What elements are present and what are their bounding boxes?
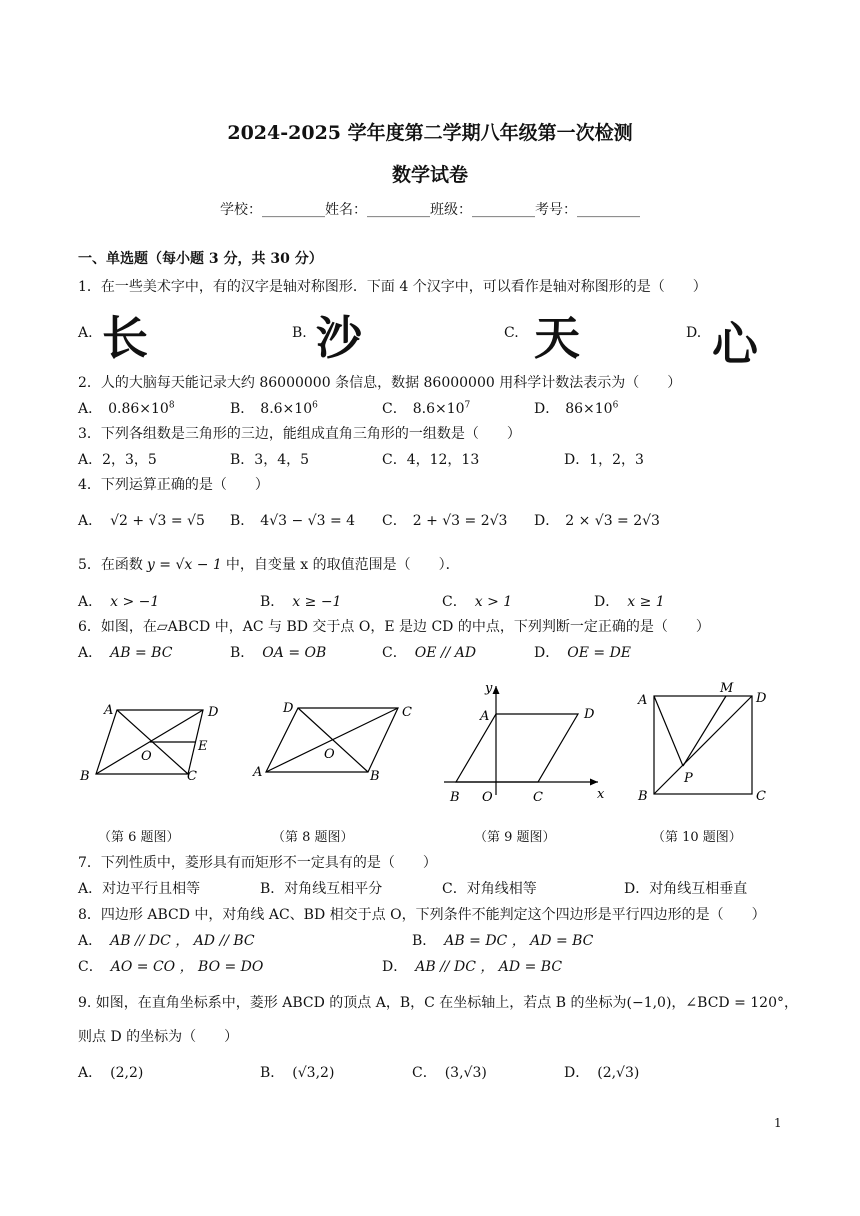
q8-option-d: D． AB // DC ， AD = BC [382, 959, 563, 975]
figure-9 [444, 686, 598, 795]
page-number: 1 [774, 1116, 782, 1130]
q6-option-a: A． AB = BC [78, 645, 173, 661]
q2-option-b: B． $8.6\times 10^6$ [230, 400, 318, 417]
q7-option-b: B．对角线互相平分 [260, 881, 383, 897]
question-4-stem: 4．下列运算正确的是（ ） [78, 477, 269, 493]
question-5-stem: 5．在函数 y = √x − 1 中，自变量 x 的取值范围是（ ）． [78, 557, 460, 573]
question-3-stem: 3．下列各组数是三角形的三边，能组成直角三角形的一组数是（ ） [78, 426, 521, 442]
fig9-label-o: O [482, 790, 493, 805]
fig10-segment-ap [654, 696, 683, 766]
q8-option-b: B． AB = DC ， AD = BC [412, 933, 594, 949]
fig9-label-c: C [533, 790, 543, 805]
q3-option-d: D．1，2，3 [564, 452, 644, 468]
q5-option-a: A． x > −1 [78, 594, 160, 610]
fig10-diagonal-bd [654, 696, 752, 794]
q1-option-a-label: A. [78, 325, 93, 341]
q3-option-a: A．2，3，5 [78, 452, 157, 468]
fig9-caption: （第 9 题图） [474, 830, 556, 845]
section-heading: 一、单选题（每小题 3 分，共 30 分） [78, 251, 323, 267]
q7-option-d: D．对角线互相垂直 [624, 881, 748, 897]
question-6-stem: 6．如图，在▱ABCD 中，AC 与 BD 交于点 O，E 是边 CD 的中点，下列判断一定正确的是（ ） [78, 619, 710, 635]
question-9-stem-line2: 则点 D 的坐标为（ ） [78, 1029, 239, 1045]
fig8-label-d: D [283, 701, 294, 716]
fig6-label-a: A [104, 703, 114, 718]
fig6-label-d: D [208, 705, 219, 720]
fig8-label-a: A [253, 765, 263, 780]
fig9-label-y: y [485, 681, 493, 696]
q4-option-c: C． 2 + √3 = 2√3 [382, 513, 508, 529]
q4-option-d: D． 2 × √3 = 2√3 [534, 513, 660, 529]
fig9-label-x: x [597, 787, 605, 802]
question-9-stem-line1: 9. 如图，在直角坐标系中，菱形 ABCD 的顶点 A，B，C 在坐标轴上，若点 B 的坐标为(−1,0)，∠BCD = 120°， [78, 995, 798, 1011]
fig6-caption: （第 6 题图） [98, 830, 180, 845]
q1-option-b-char: 沙 [316, 311, 362, 365]
q9-option-d: D． (2,√3) [564, 1065, 640, 1081]
fig10-label-a: A [638, 693, 648, 708]
q6-option-c: C． OE // AD [382, 645, 477, 661]
fig8-label-c: C [402, 705, 412, 720]
q1-option-b-label: B. [292, 325, 307, 341]
fig10-label-p: P [684, 771, 693, 786]
fig10-label-b: B [638, 789, 648, 804]
fig9-rhombus [456, 714, 578, 782]
figure-6 [96, 710, 203, 774]
q1-option-a-char: 长 [102, 311, 148, 365]
fig8-diagonal-ca [266, 708, 398, 772]
question-8-stem: 8．四边形 ABCD 中，对角线 AC、BD 相交于点 O，下列条件不能判定这个四边形是平行四边形的是（ ） [78, 907, 766, 923]
fig9-label-b: B [450, 790, 460, 805]
q3-option-b: B．3，4，5 [230, 452, 310, 468]
fig10-caption: （第 10 题图） [652, 830, 742, 845]
figure-8 [266, 708, 398, 772]
q8-option-c: C． AO = CO ， BO = DO [78, 959, 264, 975]
q7-option-a: A．对边平行且相等 [78, 881, 201, 897]
fig6-label-o: O [141, 749, 152, 764]
fig8-label-o: O [324, 747, 335, 762]
q5-option-d: D． x ≥ 1 [594, 594, 665, 610]
q6-option-b: B． OA = OB [230, 645, 327, 661]
fig8-caption: （第 8 题图） [272, 830, 354, 845]
q9-option-a: A． (2,2) [78, 1065, 144, 1081]
q1-option-c-label: C. [504, 325, 519, 341]
fig6-label-b: B [80, 769, 90, 784]
q8-option-a: A． AB // DC ， AD // BC [78, 933, 255, 949]
fig9-label-d: D [584, 707, 595, 722]
q2-option-d: D． $86\times 10^6$ [534, 400, 619, 417]
q2-option-a: A． $0.86\times 10^8$ [78, 400, 175, 417]
fig9-label-a: A [480, 709, 490, 724]
fig8-label-b: B [370, 769, 380, 784]
fig6-label-c: C [187, 769, 197, 784]
student-info-line: 学校：_________姓名：_________班级：_________考号：_________ [220, 202, 640, 218]
exam-subtitle: 数学试卷 [391, 164, 468, 186]
fig9-y-arrow [493, 686, 500, 694]
q5-option-b: B． x ≥ −1 [260, 594, 342, 610]
q1-option-d-label: D. [686, 325, 702, 341]
q9-option-c: C． (3,√3) [412, 1065, 487, 1081]
q4-option-a: A． √2 + √3 = √5 [78, 513, 205, 529]
exam-title: 2024-2025 学年度第二学期八年级第一次检测 [227, 122, 633, 144]
question-7-stem: 7．下列性质中，菱形具有而矩形不一定具有的是（ ） [78, 855, 437, 871]
fig10-segment-pm [683, 696, 726, 766]
fig10-label-d: D [756, 691, 767, 706]
q1-option-c-char: 天 [534, 311, 580, 365]
q7-option-c: C．对角线相等 [442, 881, 537, 897]
figure-10 [654, 696, 752, 794]
q9-option-b: B． (√3,2) [260, 1065, 335, 1081]
q5-option-c: C． x > 1 [442, 594, 513, 610]
question-2-stem: 2．人的大脑每天能记录大约 86000000 条信息，数据 86000000 用科学计数法表示为（ ） [78, 375, 682, 391]
figures-row [0, 670, 860, 850]
q1-option-d-char: 心 [712, 317, 758, 371]
fig9-x-arrow [590, 779, 598, 786]
q2-option-c: C． $8.6\times 10^7$ [382, 400, 471, 417]
q3-option-c: C．4，12，13 [382, 452, 480, 468]
q6-option-d: D． OE = DE [534, 645, 632, 661]
q4-option-b: B． 4√3 − √3 = 4 [230, 513, 356, 529]
fig10-label-c: C [756, 789, 766, 804]
question-1-stem: 1．在一些美术字中，有的汉字是轴对称图形．下面 4 个汉字中，可以看作是轴对称图形的是（ ） [78, 279, 707, 295]
fig6-label-e: E [198, 739, 208, 754]
fig10-label-m: M [720, 681, 734, 696]
